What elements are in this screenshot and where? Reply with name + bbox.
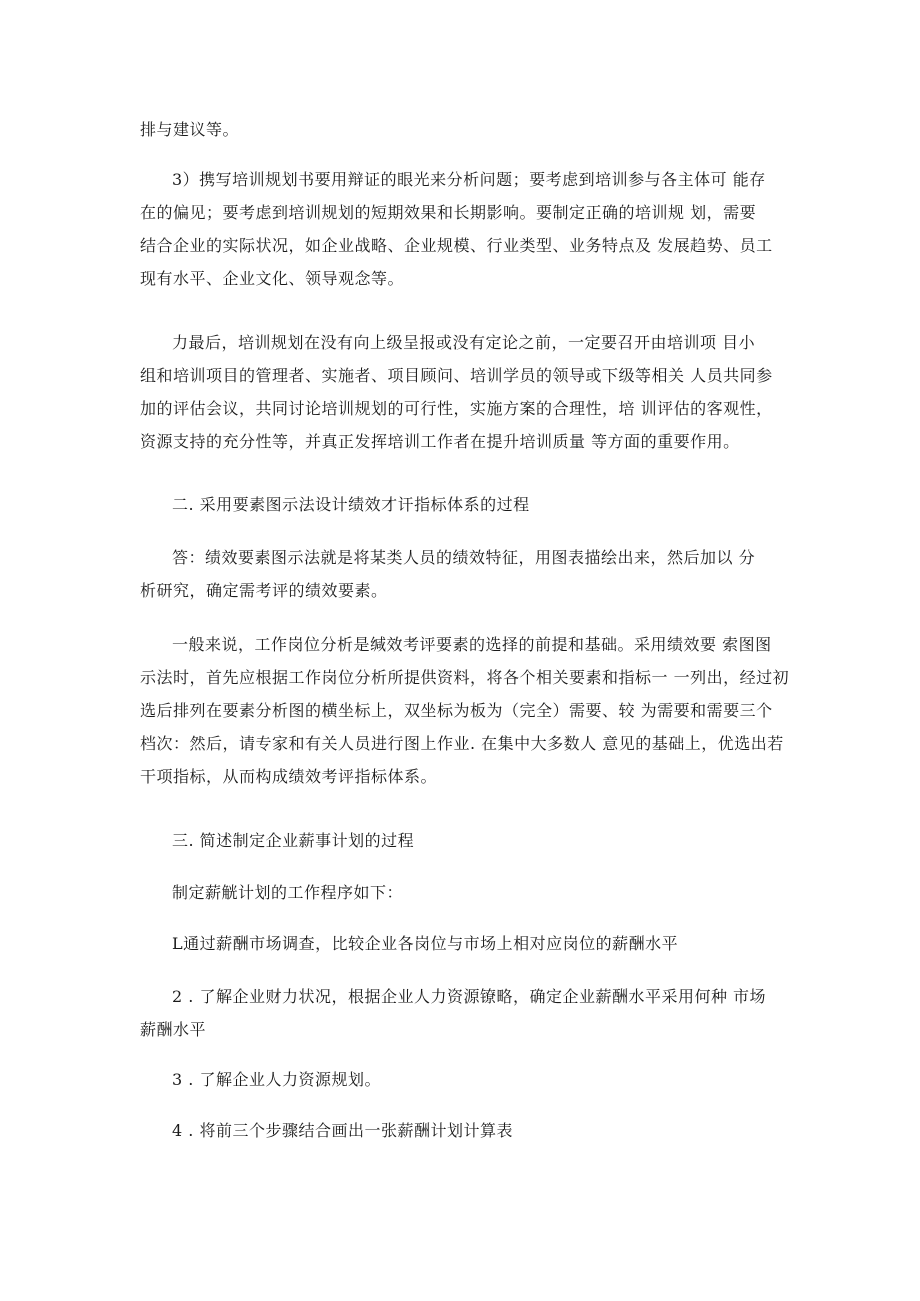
text-line: 资源支持的充分性等，并真正发挥培训工作者在提升培训质量 等方面的重要作用。: [140, 432, 740, 451]
section-heading-2: [140, 488, 790, 521]
section-heading-3: [140, 824, 790, 857]
text-line: 在的偏见；要考虑到培训规划的短期效果和长期影响。要制定正确的培训规 划，需要: [140, 203, 757, 222]
text-line: 薪酬水平: [140, 1020, 207, 1039]
text-line: 4 . 将前三个步骤结合画出一张薪酬计划计算表: [172, 1121, 513, 1140]
text-line: 干项指标，从而构成绩效考评指标体系。: [140, 767, 438, 786]
text-line: 制定薪觥计划的工作程序如下：: [172, 883, 404, 902]
paragraph-element-diagram-method: [140, 628, 790, 793]
text-line: 2 . 了解企业财力状况，根据企业人力资源镣略，确定企业薪酬水平采用何种 市场: [172, 987, 767, 1006]
text-line: 排与建议等。: [140, 120, 240, 139]
procedure-step-3: [140, 1063, 790, 1096]
text-line: L通过薪酬市场调查，比较企业各岗位与市场上相对应岗位的薪酬水平: [172, 934, 679, 953]
paragraph-training-plan-final: [140, 326, 790, 458]
text-line: 示法时，首先应根据工作岗位分析所提供资料，将各个相关要素和指标一 一列出，经过初: [140, 668, 790, 687]
paragraph-training-plan-3: [140, 163, 790, 295]
text-line: 3）携写培训规划书要用辩证的眼光来分析问题；要考虑到培训参与各主体可 能存: [172, 170, 766, 189]
heading-text: 三. 简述制定企业薪事计划的过程: [172, 831, 415, 850]
text-line: 结合企业的实际状况，如企业战略、企业规模、行业类型、业务特点及 发展趋势、员工: [140, 236, 773, 255]
text-line: 3 . 了解企业人力资源规划。: [172, 1070, 381, 1089]
heading-text: 二. 采用要素图示法设计绩效才讦指标体系的过程: [172, 495, 530, 514]
procedure-step-4: [140, 1114, 790, 1147]
paragraph-procedure-intro: [140, 876, 790, 909]
text-line: 析研究，确定需考评的绩效要素。: [140, 581, 388, 600]
paragraph-continuation: [140, 113, 790, 146]
text-line: 加的评估会议，共同讨论培训规划的可行性，实施方案的合理性，培 训评估的客观性，: [140, 399, 773, 418]
procedure-step-1: [140, 927, 790, 960]
text-line: 现有水平、企业文化、领导观念等。: [140, 269, 405, 288]
text-line: 力最后，培训规划在没有向上级呈报或没有定论之前，一定要召开由培训项 目小: [172, 333, 756, 352]
text-line: 答：绩效要素图示法就是将某类人员的绩效特征，用图表描绘出来，然后加以 分: [172, 548, 756, 567]
text-line: 一般来说，工作岗位分析是缄效考评要素的选择的前提和基础。采用绩效要 索图图: [172, 635, 772, 654]
paragraph-answer-intro: [140, 541, 790, 607]
text-line: 档次：然后，请专家和有关人员进行图上作业. 在集中大多数人 意见的基础上，优选出若: [140, 734, 784, 753]
procedure-step-2: [140, 980, 790, 1046]
text-line: 选后排列在要素分析图的横坐标上，双坐标为板为（完全）需要、较 为需要和需要三个: [140, 701, 773, 720]
text-line: 组和培训项目的管理者、实施者、项目顾问、培训学员的领导或下级等相关 人员共同参: [140, 366, 773, 385]
